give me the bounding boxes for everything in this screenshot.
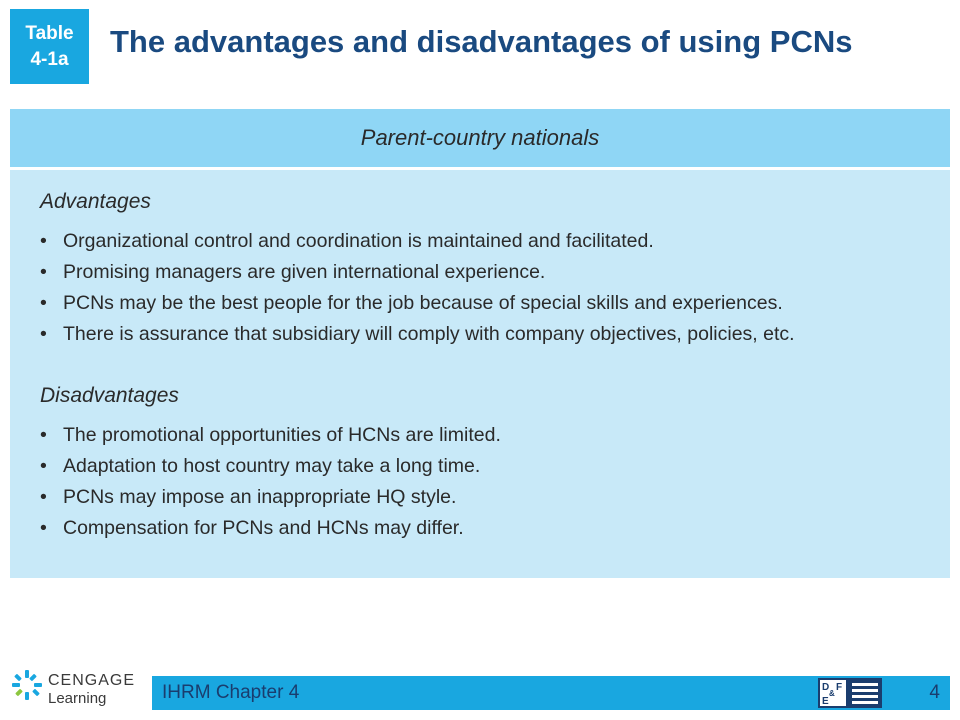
list-item — [40, 257, 920, 288]
list-item — [40, 482, 920, 513]
bullet-icon: • — [40, 292, 47, 314]
def-publisher-icon — [818, 678, 882, 708]
bullet-icon: • — [40, 517, 47, 539]
table-body — [10, 170, 950, 544]
disadvantages-heading: Disadvantages — [40, 384, 179, 407]
list-item — [40, 226, 920, 257]
table-number-badge — [10, 9, 89, 84]
list-item-text: The promotional opportunities of HCNs are limited. — [63, 424, 501, 446]
list-item-text: PCNs may be the best people for the job because of special skills and experiences. — [63, 292, 783, 314]
footer-bar — [152, 676, 950, 710]
bullet-icon: • — [40, 230, 47, 252]
advantages-list — [40, 226, 920, 350]
bullet-icon: • — [40, 261, 47, 283]
icon-letter-e: E — [822, 696, 829, 707]
list-item — [40, 513, 920, 544]
bullet-icon: • — [40, 486, 47, 508]
cengage-learning-logo — [10, 664, 145, 710]
advantages-heading: Advantages — [40, 190, 151, 213]
list-item-text: Promising managers are given international experience. — [63, 261, 546, 283]
table-tag-number: 4-1a — [30, 48, 69, 70]
list-item-text: PCNs may impose an inappropriate HQ style. — [63, 486, 457, 508]
table-tag-label: Table — [25, 22, 74, 44]
bullet-icon: • — [40, 424, 47, 446]
pcn-table — [10, 109, 950, 578]
list-item-text: Compensation for PCNs and HCNs may differ. — [63, 517, 464, 539]
list-item-text: Organizational control and coordination is maintained and facilitated. — [63, 230, 654, 252]
table-column-heading: Parent-country nationals — [10, 109, 950, 170]
section-spacer — [40, 350, 920, 382]
disadvantages-list — [40, 420, 920, 544]
page-number: 4 — [929, 682, 940, 703]
list-item — [40, 288, 920, 319]
list-item — [40, 420, 920, 451]
logo-wordmark-bottom: Learning — [48, 690, 107, 707]
list-item-text: There is assurance that subsidiary will comply with company objectives, policies, etc. — [63, 323, 795, 345]
icon-ampersand: & — [829, 689, 835, 698]
slide-title: The advantages and disadvantages of using PCNs — [110, 24, 853, 59]
chapter-label: IHRM Chapter 4 — [162, 682, 300, 703]
logo-wordmark-top: CENGAGE — [48, 672, 136, 689]
bullet-icon: • — [40, 323, 47, 345]
cengage-logo-icon — [10, 668, 44, 702]
icon-letter-f: F — [836, 682, 843, 693]
bullet-icon: • — [40, 455, 47, 477]
icon-letter-d: D — [822, 682, 830, 693]
list-item — [40, 451, 920, 482]
list-item-text: Adaptation to host country may take a long time. — [63, 455, 481, 477]
list-item — [40, 319, 920, 350]
